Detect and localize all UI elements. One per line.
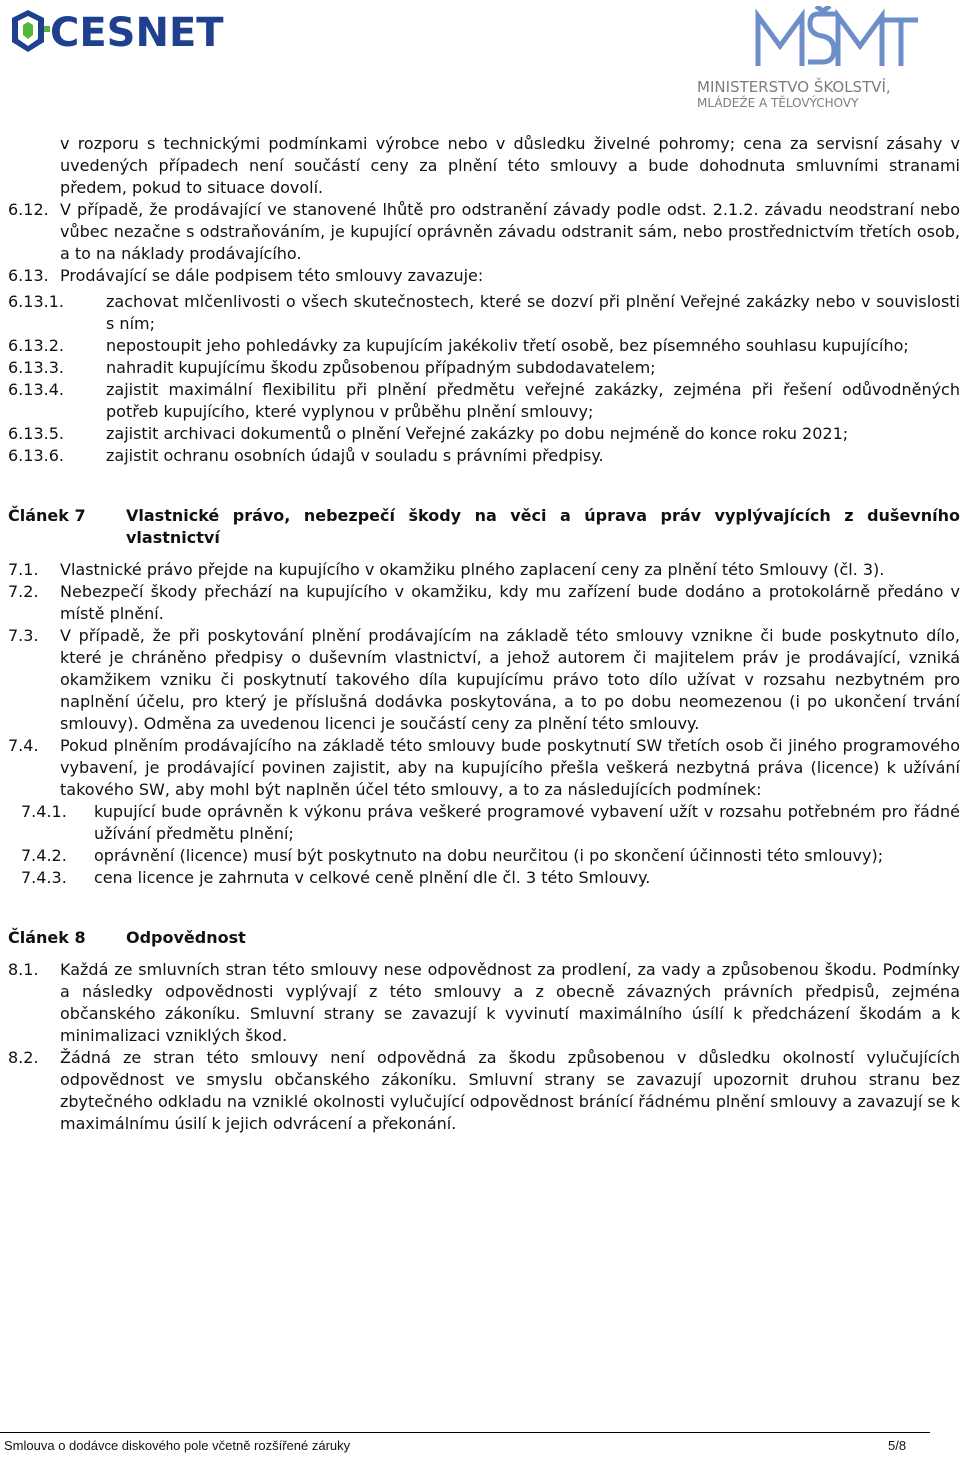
item-text: Pokud plněním prodávajícího na základě této smlouvy bude poskytnutí SW třetích osob či jiného programového vybavení, je prodávající povinen zajistit, aby na kupujícího přešla veškerá nezbytná práva (licence) k užívání takového SW, aby mohl být naplněn účel této smlouvy, a to za následujících podmínek: [60, 736, 960, 799]
article-item [8, 559, 960, 581]
article-item [8, 735, 960, 801]
list-item [8, 423, 960, 445]
cesnet-logo [8, 6, 308, 56]
article-item [8, 1047, 960, 1135]
item-text: nahradit kupujícímu škodu způsobenou případným subdodavatelem; [106, 358, 656, 377]
item-number: 6.13.6. [8, 446, 64, 465]
item-text: cena licence je zahrnuta v celkové ceně plnění dle čl. 3 této Smlouvy. [94, 868, 651, 887]
item-text: V případě, že při poskytování plnění prodávajícím na základě této smlouvy vznikne či bude poskytnuto dílo, které je chráněno předpisy o duševním vlastnictví, a jehož autorem či majitelem práv je prodávající, vzniká okamžikem vzniku či poskytnutí takového díla kupujícímu právo toto dílo užívat v rozsahu nezbytném pro naplnění účelu, pro který je příslušná dodávka poskytována, a to po dobu neomezenou (i po ukončení trvání smlouvy). Odměna za uvedenou licenci je součástí ceny za plnění této smlouvy. [60, 626, 960, 733]
item-text: zachovat mlčenlivosti o všech skutečnostech, které se dozví při plnění Veřejné zakázky nebo v souvislosti s ním; [106, 292, 960, 333]
section-text: Prodávající se dále podpisem této smlouvy zavazuje: [60, 266, 484, 285]
item-text: oprávnění (licence) musí být poskytnuto na dobu neurčitou (i po skončení účinnosti této smlouvy); [94, 846, 884, 865]
section-6-12 [8, 199, 960, 265]
document-body [8, 133, 960, 1135]
article-subitem [8, 867, 960, 889]
item-text: zajistit maximální flexibilitu při plnění předmětu veřejné zakázky, zejména při řešení odůvodněných potřeb kupujícího, které vyplynou v průběhu plnění smlouvy; [106, 380, 960, 421]
item-number: 6.13.1. [8, 292, 64, 311]
item-number: 7.4.3. [21, 868, 67, 887]
item-number: 6.13.5. [8, 424, 64, 443]
article-title: Vlastnické právo, nebezpečí škody na věci a úprava práv vyplývajících z duševního vlastnictví [126, 506, 960, 547]
item-text: kupující bude oprávněn k výkonu práva veškeré programové vybavení užít v rozsahu potřebném pro řádné užívání předmětu plnění; [94, 802, 960, 843]
item-text: zajistit archivaci dokumentů o plnění Veřejné zakázky po dobu nejméně do konce roku 2021; [106, 424, 849, 443]
article-title: Odpovědnost [126, 928, 246, 947]
item-number: 7.2. [8, 582, 39, 601]
item-number: 6.13.4. [8, 380, 64, 399]
list-item [8, 445, 960, 467]
cesnet-logo-text: CESNET [50, 10, 224, 56]
item-number: 8.1. [8, 960, 39, 979]
item-number: 7.3. [8, 626, 39, 645]
item-text: Každá ze smluvních stran této smlouvy nese odpovědnost za prodlení, za vady a způsobenou škodu. Podmínky a následky odpovědnosti vyplývají z této smlouvy a z obecně závazných právních předpisů, zejména občanského zákoníku. Smluvní strany se zavazují k vyvinutí maximálního úsílí k předcházení škodám a k minimalizaci vzniklých škod. [60, 960, 960, 1045]
item-text: zajistit ochranu osobních údajů v souladu s právními předpisy. [106, 446, 604, 465]
section-number: 6.13. [8, 266, 49, 285]
item-number: 7.4. [8, 736, 39, 755]
item-number: 7.4.2. [21, 846, 67, 865]
article-subitem [8, 845, 960, 867]
article-8-heading [8, 927, 960, 949]
section-text: V případě, že prodávající ve stanovené lhůtě pro odstranění závady podle odst. 2.1.2. závadu neodstraní nebo vůbec nezačne s odstraňováním, je kupující oprávněn závadu odstranit sám, nebo prostřednictvím třetích osob, a to na náklady prodávajícího. [60, 200, 960, 263]
list-item [8, 335, 960, 357]
article-item [8, 625, 960, 735]
footer-page-number: 5/8 [888, 1438, 907, 1453]
item-text: Vlastnické právo přejde na kupujícího v okamžiku plného zaplacení ceny za plnění této Smlouvy (čl. 3). [60, 560, 885, 579]
list-item [8, 291, 960, 335]
item-number: 7.4.1. [21, 802, 67, 821]
list-item [8, 357, 960, 379]
article-item [8, 959, 960, 1047]
item-number: 6.13.2. [8, 336, 64, 355]
article-label: Článek 8 [8, 928, 86, 947]
intro-text: v rozporu s technickými podmínkami výrobce nebo v důsledku živelné pohromy; cena za servisní zásahy v uvedených případech není součástí ceny za plnění této smlouvy a bude dohodnuta smluvními stranami předem, pokud to situace dovolí. [60, 134, 960, 197]
item-number: 7.1. [8, 560, 39, 579]
item-number: 6.13.3. [8, 358, 64, 377]
article-7-heading [8, 505, 960, 549]
item-number: 8.2. [8, 1048, 39, 1067]
msmt-name-line1: MINISTERSTVO ŠKOLSTVÍ, [697, 78, 891, 96]
list-item [8, 379, 960, 423]
section-number: 6.12. [8, 200, 49, 219]
item-text: Nebezpečí škody přechází na kupujícího v okamžiku, kdy mu zařízení bude dodáno a protokolárně předáno v místě plnění. [60, 582, 960, 623]
section-6-13 [8, 265, 960, 287]
footer-document-title: Smlouva o dodávce diskového pole včetně rozšířené záruky [4, 1438, 351, 1453]
msmt-logo [688, 6, 958, 110]
article-subitem [8, 801, 960, 845]
item-text: Žádná ze stran této smlouvy není odpovědná za škodu způsobenou v důsledku okolností vylučujících odpovědnost ve smyslu občanského zákoníku. Smluvní strany se zavazují upozornit druhou stranu bez zbytečného odkladu na vzniklé okolnosti vylučující odpovědnost bránící řádnému plnění smlouvy a zavazují se k maximálnímu úsilí k jejich odvrácení a překonání. [60, 1048, 960, 1133]
article-label: Článek 7 [8, 506, 86, 525]
article-item [8, 581, 960, 625]
intro-paragraph [8, 133, 960, 199]
msmt-name-line2: MLÁDEŽE A TĚLOVÝCHOVY [697, 96, 859, 110]
item-text: nepostoupit jeho pohledávky za kupujícím jakékoliv třetí osobě, bez písemného souhlasu kupujícího; [106, 336, 909, 355]
footer-divider [0, 1432, 930, 1433]
